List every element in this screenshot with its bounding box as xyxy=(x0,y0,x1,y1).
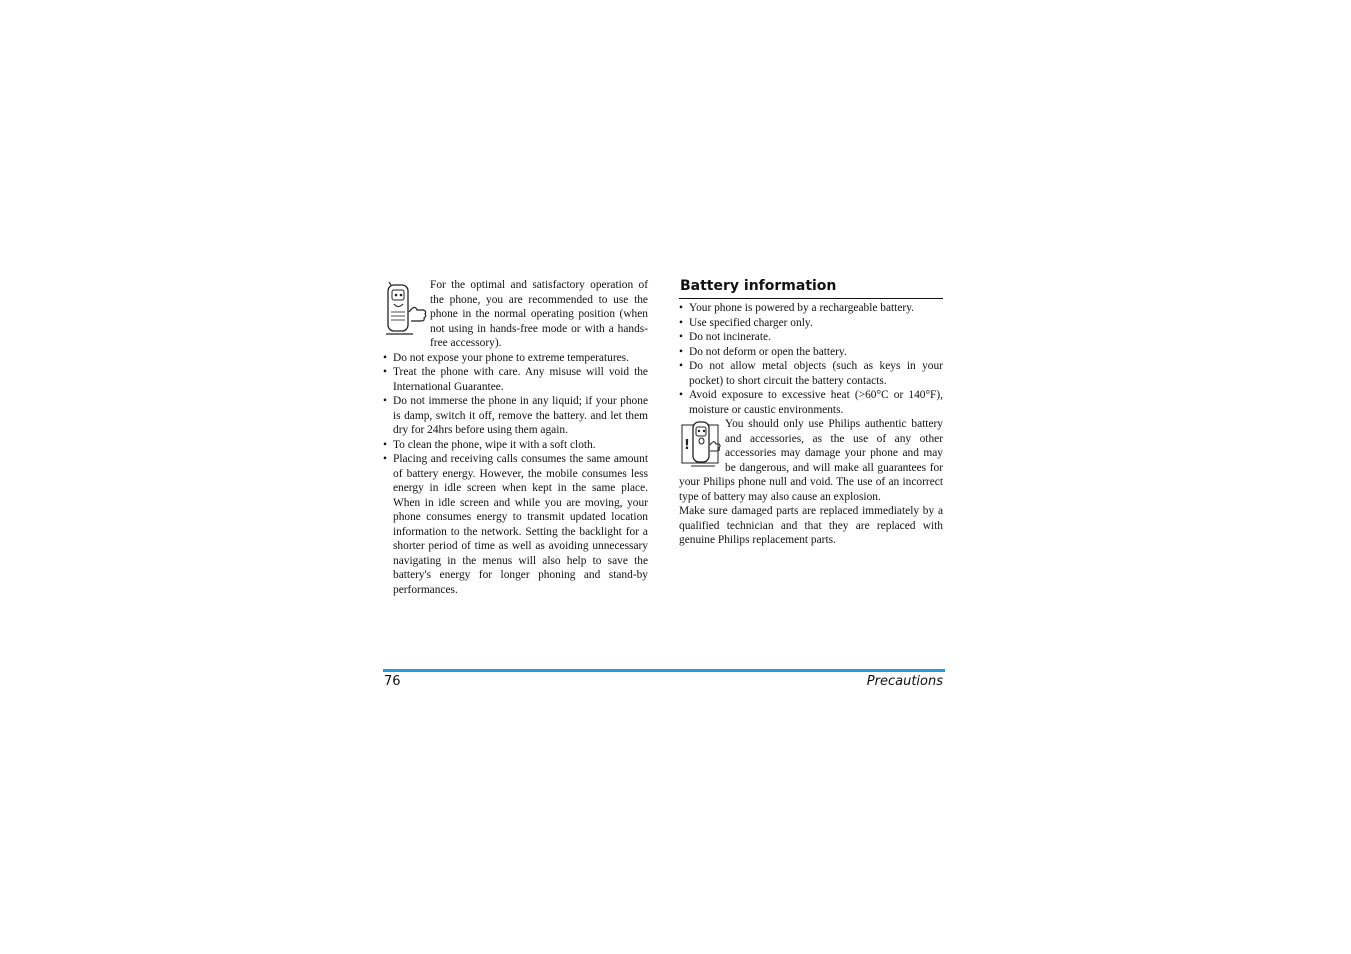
warning-phone-icon xyxy=(679,419,723,469)
svg-text:!: ! xyxy=(684,438,690,453)
list-item: • Do not incinerate. xyxy=(679,330,943,345)
left-bullet-list xyxy=(383,351,648,598)
intro-block xyxy=(383,278,648,351)
list-item: • Use specified charger only. xyxy=(679,316,943,331)
list-item: • To clean the phone, wipe it with a soft cloth. xyxy=(383,438,648,453)
footer-rule xyxy=(383,669,945,672)
list-item: • Do not allow metal objects (such as keys in your pocket) to short circuit the battery contacts. xyxy=(679,359,943,388)
intro-text: For the optimal and satisfactory operation of the phone, you are recommended to use the phone in the normal operating position (when not using in hands-free mode or with a hands-free accessory). xyxy=(430,279,648,349)
list-item: • Do not deform or open the battery. xyxy=(679,345,943,360)
list-item: • Your phone is powered by a rechargeable battery. xyxy=(679,301,943,316)
thumbs-up-phone-icon xyxy=(383,282,429,338)
section-title: Precautions xyxy=(866,674,943,689)
page-number: 76 xyxy=(384,674,401,689)
list-item: • Treat the phone with care. Any misuse will void the International Guarantee. xyxy=(383,365,648,394)
section-heading: Battery information xyxy=(679,277,943,299)
list-item: • Do not immerse the phone in any liquid; if your phone is damp, switch it off, remove the battery. and let them dry for 24hrs before using them again. xyxy=(383,394,648,438)
list-item: • Avoid exposure to excessive heat (>60°C or 140°F), moisture or caustic environments. xyxy=(679,388,943,417)
warning-text: You should only use Philips authentic battery and accessories, as the use of any other accessories may damage your phone and may be dangerous, and will make all guarantees for your Philips phone null and void. The use of an incorrect type of battery may also cause an explosion. xyxy=(679,418,943,503)
list-item: • Do not expose your phone to extreme temperatures. xyxy=(383,351,648,366)
left-column xyxy=(383,278,648,597)
closing-paragraph: Make sure damaged parts are replaced immediately by a qualified technician and that they are replaced with genuine Philips replacement parts. xyxy=(679,505,943,546)
right-bullet-list xyxy=(679,301,943,417)
right-column xyxy=(679,277,943,548)
warning-block xyxy=(679,417,943,504)
list-item: • Placing and receiving calls consumes the same amount of battery energy. However, the mobile consumes less energy in idle screen when kept in the same place. When in idle screen and while you are moving, your phone consumes energy to transmit updated location information to the network. Setting the backlight for a shorter period of time as well as avoiding unnecessary navigating in the menus will also help to save the battery's energy for longer phoning and stand-by performances. xyxy=(383,452,648,597)
